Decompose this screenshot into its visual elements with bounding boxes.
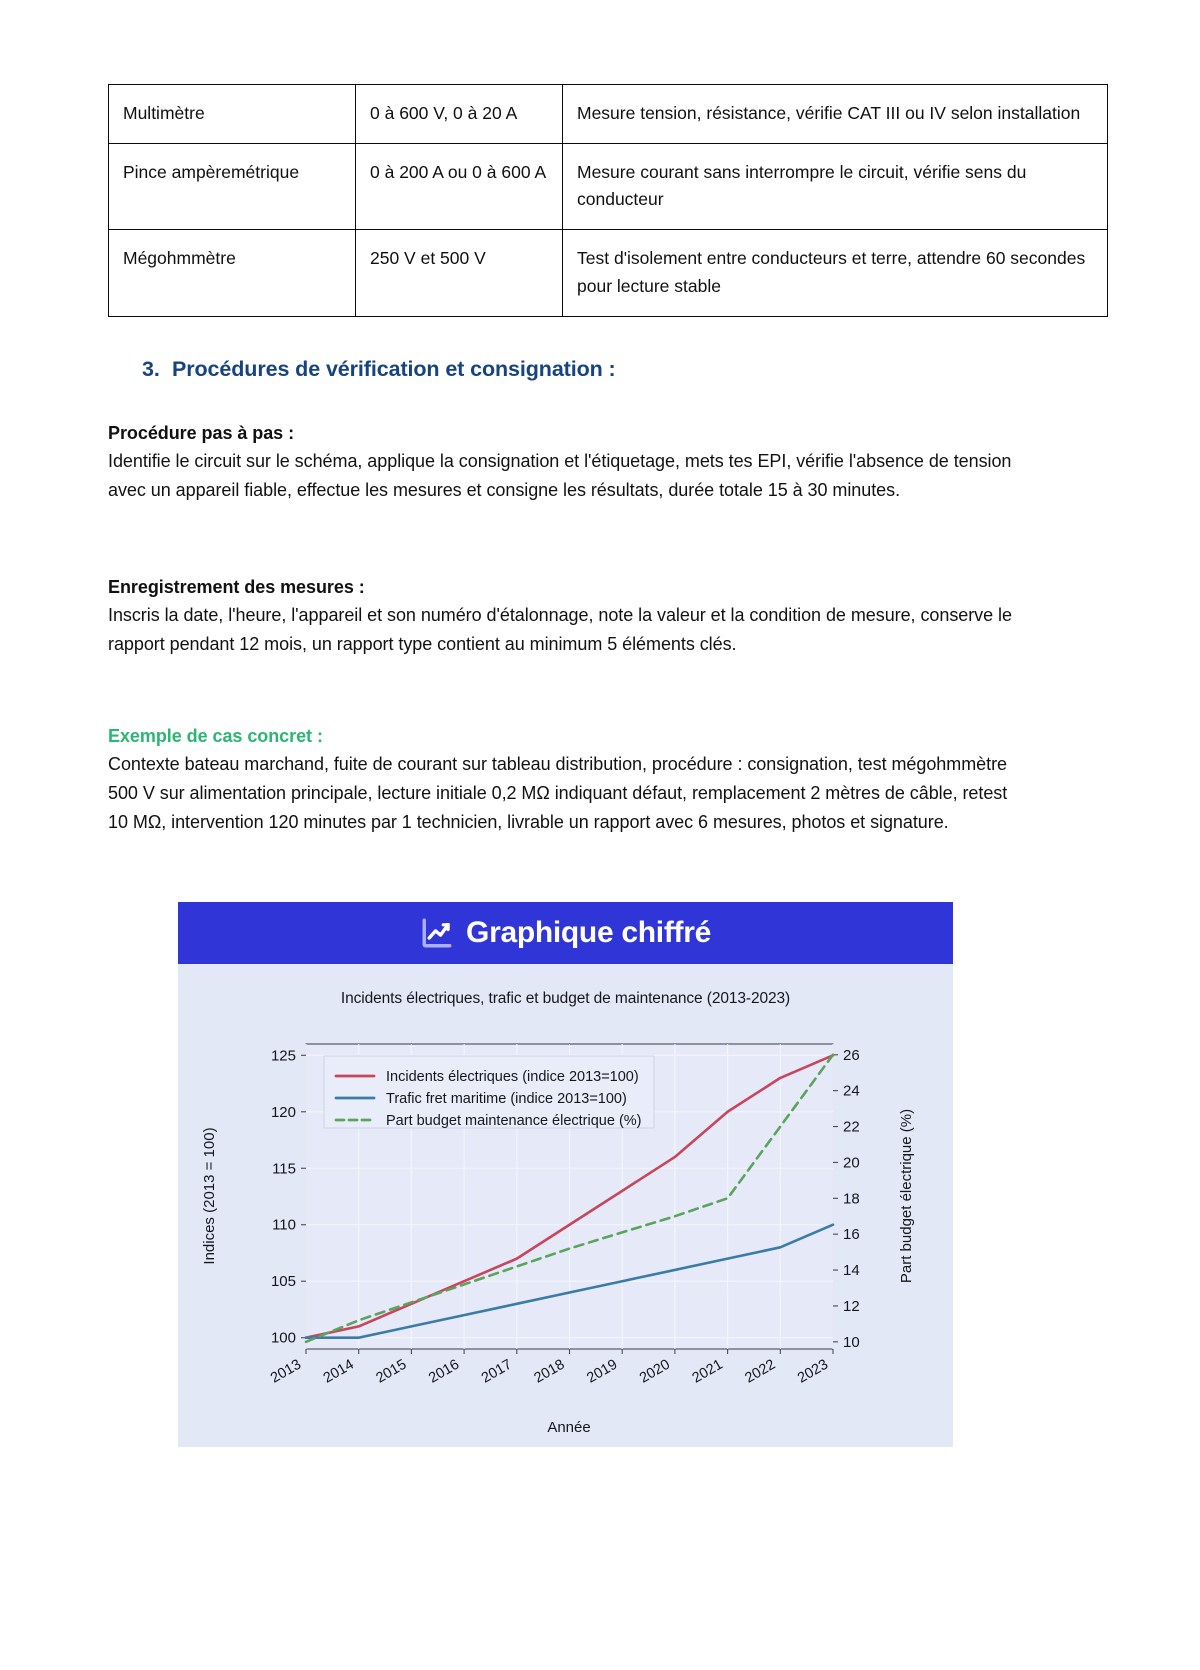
svg-text:2023: 2023 [795,1356,831,1387]
svg-text:115: 115 [272,1160,296,1178]
legend-label: Trafic fret maritime (indice 2013=100) [386,1091,627,1107]
svg-text:2017: 2017 [478,1356,515,1387]
block-enregistrement [108,577,1024,659]
svg-text:14: 14 [843,1262,860,1280]
chart-body [178,964,953,1447]
cell-range: 250 V et 500 V [356,230,563,316]
svg-text:100: 100 [270,1329,296,1347]
svg-text:2022: 2022 [742,1356,779,1387]
block-exemple [108,726,1024,837]
block-enregistrement-body: Inscris la date, l'heure, l'appareil et son numéro d'étalonnage, note la valeur et la condition de mesure, conserve le rapport pendant 12 mois, un rapport type contient au minimum 5 éléments clés. [108,605,1012,655]
table-row [109,230,1108,316]
svg-text:120: 120 [270,1103,296,1121]
section-title: Procédures de vérification et consignation : [172,357,616,381]
cell-description: Mesure courant sans interrompre le circuit, vérifie sens du conducteur [563,144,1108,230]
svg-text:18: 18 [843,1190,860,1208]
y-axis-right-ticks [833,1047,860,1351]
svg-text:2016: 2016 [426,1356,463,1387]
legend-label: Part budget maintenance électrique (%) [386,1113,642,1129]
svg-text:2019: 2019 [584,1356,621,1387]
svg-text:125: 125 [270,1047,296,1065]
svg-text:105: 105 [270,1273,296,1291]
svg-text:10: 10 [843,1333,860,1351]
block-exemple-heading: Exemple de cas concret : [108,726,323,746]
cell-device: Multimètre [109,85,356,144]
svg-text:16: 16 [843,1226,860,1244]
x-axis-label: Année [547,1419,591,1436]
block-procedure-body: Identifie le circuit sur le schéma, applique la consignation et l'étiquetage, mets tes EPI, vérifie l'absence de tension avec un appareil fiable, effectue les mesures et consigne les résultats, durée totale 15 à 30 minutes. [108,451,1012,501]
block-procedure-heading: Procédure pas à pas : [108,423,295,443]
block-enregistrement-heading: Enregistrement des mesures : [108,577,365,597]
svg-text:26: 26 [843,1046,860,1064]
cell-description: Mesure tension, résistance, vérifie CAT III ou IV selon installation [563,85,1108,144]
section-heading [142,357,616,382]
table-row [109,144,1108,230]
svg-text:2018: 2018 [531,1356,568,1387]
svg-text:22: 22 [843,1118,860,1136]
y-axis-left-ticks [271,1047,306,1346]
chart-plot [178,964,953,1447]
svg-text:20: 20 [843,1154,860,1172]
cell-range: 0 à 200 A ou 0 à 600 A [356,144,563,230]
svg-text:24: 24 [843,1082,860,1100]
cell-device: Mégohmmètre [109,230,356,316]
cell-range: 0 à 600 V, 0 à 20 A [356,85,563,144]
table-row [109,85,1108,144]
instruments-table [108,84,1108,317]
chart-banner [178,902,953,964]
y-axis-right-label: Part budget électrique (%) [898,1108,915,1284]
block-procedure [108,423,1024,505]
cell-device: Pince ampèremétrique [109,144,356,230]
x-axis-ticks [268,1349,833,1387]
chart-banner-title: Graphique chiffré [466,916,711,949]
chart-card [178,902,953,1447]
svg-text:2013: 2013 [268,1356,304,1387]
cell-description: Test d'isolement entre conducteurs et terre, attendre 60 secondes pour lecture stable [563,230,1108,316]
line-chart-icon [420,916,454,950]
svg-text:12: 12 [843,1297,860,1315]
svg-text:2015: 2015 [373,1356,410,1387]
svg-text:2014: 2014 [320,1356,357,1387]
chart-title: Incidents électriques, trafic et budget de maintenance (2013-2023) [340,990,791,1007]
legend-label: Incidents électriques (indice 2013=100) [386,1069,639,1085]
svg-text:2020: 2020 [636,1356,673,1387]
chart-legend [324,1056,654,1129]
svg-text:2021: 2021 [689,1356,726,1387]
table-body [109,85,1108,317]
block-exemple-body: Contexte bateau marchand, fuite de courant sur tableau distribution, procédure : consignation, test mégohmmètre 500 V sur alimentation principale, lecture initiale 0,2 MΩ indiquant défaut, remplacement 2 mètres de câble, retest 10 MΩ, intervention 120 minutes par 1 technicien, livrable un rapport avec 6 mesures, photos et signature. [108,754,1008,833]
svg-text:110: 110 [272,1216,296,1234]
section-number: 3. [142,357,160,381]
y-axis-left-label: Indices (2013 = 100) [201,1127,218,1265]
